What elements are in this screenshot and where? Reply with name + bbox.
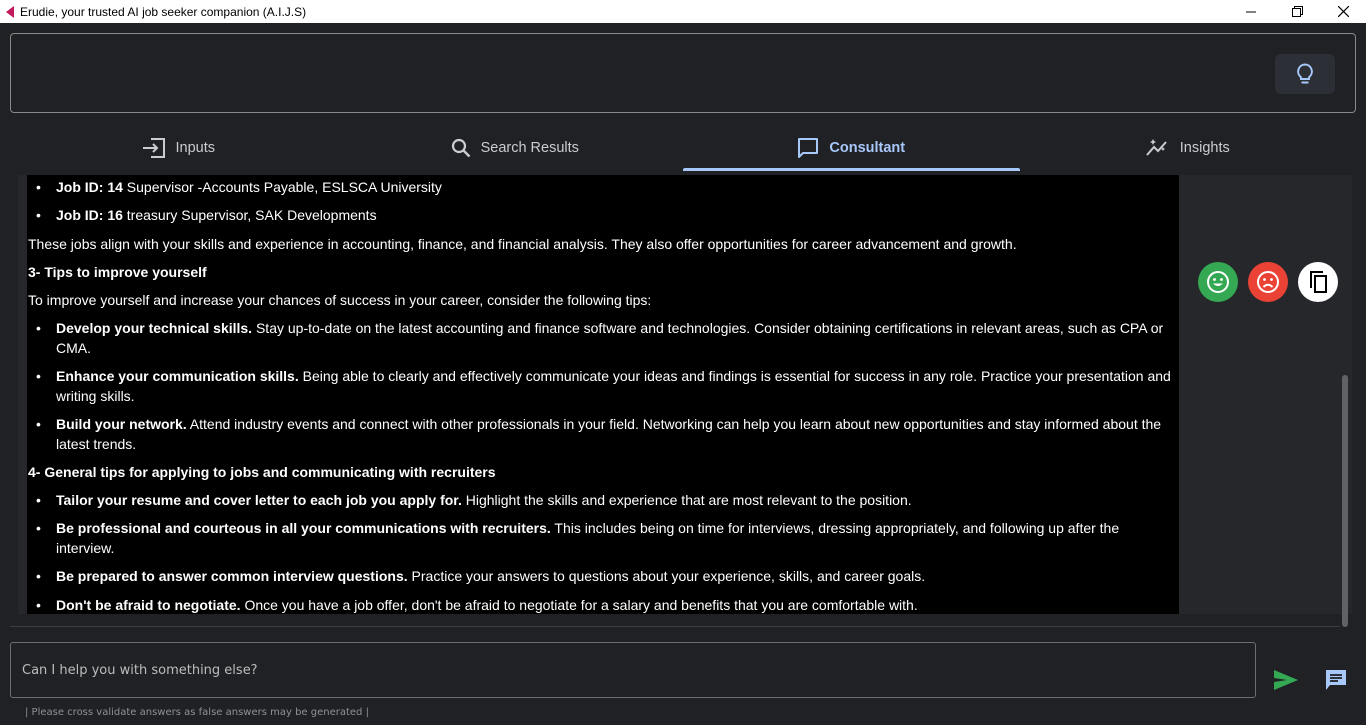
content-scrollbar[interactable] bbox=[1340, 175, 1350, 630]
insights-icon bbox=[1146, 138, 1170, 158]
happy-face-icon bbox=[1206, 270, 1230, 294]
list-item: • Build your network. Attend industry events and connect with other professionals in your field. Networking can help you learn about new opportunities and stay informed about the latest trends. bbox=[27, 414, 1179, 454]
list-item: • Job ID: 16 treasury Supervisor, SAK Developments bbox=[27, 205, 1179, 225]
search-icon bbox=[451, 138, 471, 158]
tips-button[interactable] bbox=[1275, 54, 1335, 94]
title-bar bbox=[0, 0, 1366, 23]
tab-consultant[interactable] bbox=[683, 124, 1020, 171]
send-button[interactable] bbox=[1272, 667, 1300, 693]
message-icon bbox=[1325, 669, 1347, 691]
consultant-message bbox=[27, 175, 1179, 614]
main-tabs bbox=[10, 124, 1356, 171]
sad-face-icon bbox=[1256, 270, 1280, 294]
jobs-summary: These jobs align with your skills and experience in accounting, finance, and financial analysis. They also offer opportunities for career advancement and growth. bbox=[28, 236, 1017, 252]
list-item: • Job ID: 14 Supervisor -Accounts Payable, ESLSCA University bbox=[27, 177, 1179, 197]
copy-icon bbox=[1307, 270, 1329, 294]
section-heading: 3- Tips to improve yourself bbox=[28, 264, 207, 280]
list-item: • Be professional and courteous in all your communications with recruiters. This includes being on time for interviews, dressing appropriately, and following up after the interview. bbox=[27, 518, 1179, 558]
close-button[interactable] bbox=[1320, 0, 1366, 23]
chat-input[interactable]: Can I help you with something else? bbox=[10, 642, 1256, 698]
tab-search-results[interactable] bbox=[347, 124, 684, 171]
scrollbar-thumb[interactable] bbox=[1342, 375, 1348, 627]
list-item: • Be prepared to answer common interview questions. Practice your answers to questions about your experience, skills, and career goals. bbox=[27, 566, 1179, 586]
tab-inputs[interactable] bbox=[10, 124, 347, 171]
close-icon bbox=[1338, 6, 1349, 17]
divider bbox=[10, 626, 1340, 627]
send-icon bbox=[1273, 669, 1299, 691]
lightbulb-icon bbox=[1296, 63, 1314, 85]
disclaimer-text: | Please cross validate answers as false answers may be generated | bbox=[25, 707, 369, 718]
restore-button[interactable] bbox=[1274, 0, 1320, 23]
window-controls bbox=[1228, 0, 1366, 23]
app-logo-icon bbox=[0, 0, 20, 23]
list-item: • Develop your technical skills. Stay up-to-date on the latest accounting and finance software and technologies. Consider obtaining certifications in relevant areas, such as CPA or CMA. bbox=[27, 318, 1179, 358]
section-heading: 4- General tips for applying to jobs and communicating with recruiters bbox=[28, 464, 496, 480]
thumbs-up-feedback-button[interactable] bbox=[1198, 262, 1238, 302]
tab-insights-label: Insights bbox=[1179, 139, 1230, 156]
feedback-buttons bbox=[1198, 262, 1338, 302]
copy-button[interactable] bbox=[1298, 262, 1338, 302]
restore-icon bbox=[1292, 6, 1303, 17]
tab-search-results-label: Search Results bbox=[480, 139, 579, 156]
list-item: • Enhance your communication skills. Being able to clearly and effectively communicate your ideas and findings is essential for success in any role. Practice your presentation and writing skills. bbox=[27, 366, 1179, 406]
chat-bubble-icon bbox=[797, 137, 819, 159]
list-item: • Don't be afraid to negotiate. Once you have a job offer, don't be afraid to negotiate for a salary and benefits that you are comfortable with. bbox=[27, 595, 1179, 614]
tab-insights[interactable] bbox=[1020, 124, 1357, 171]
section-intro: To improve yourself and increase your chances of success in your career, consider the following tips: bbox=[28, 292, 652, 308]
tab-inputs-label: Inputs bbox=[175, 139, 215, 156]
tab-consultant-label: Consultant bbox=[829, 139, 906, 156]
minimize-button[interactable] bbox=[1228, 0, 1274, 23]
window-title: Erudie, your trusted AI job seeker companion (A.I.J.S) bbox=[20, 4, 307, 19]
prompt-display-box bbox=[10, 33, 1356, 113]
chat-history-button[interactable] bbox=[1322, 667, 1350, 693]
input-icon bbox=[142, 138, 166, 158]
consultant-panel bbox=[18, 175, 1352, 614]
list-item: • Tailor your resume and cover letter to each job you apply for. Highlight the skills and experience that are most relevant to the position. bbox=[27, 490, 1179, 510]
minimize-icon bbox=[1246, 7, 1256, 17]
thumbs-down-feedback-button[interactable] bbox=[1248, 262, 1288, 302]
